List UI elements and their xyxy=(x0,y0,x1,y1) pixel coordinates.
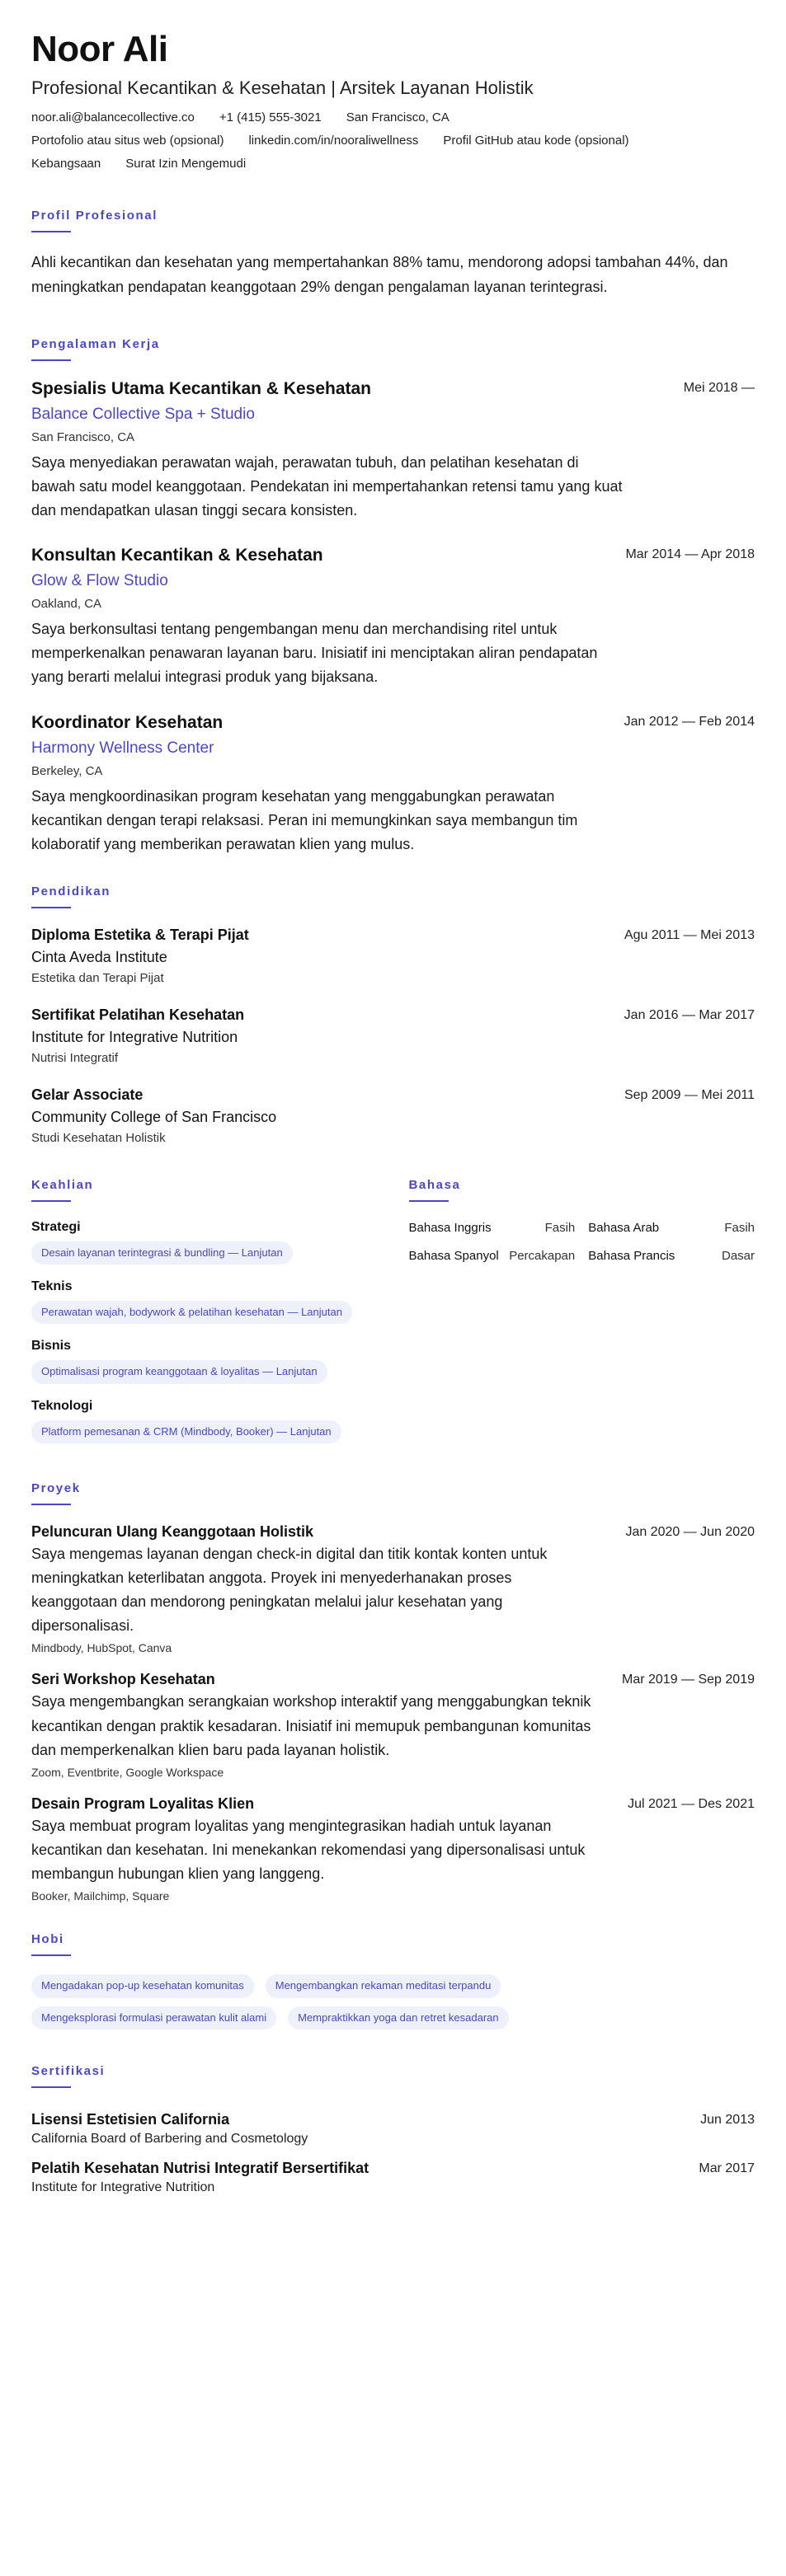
hobby-pill: Mengembangkan rekaman meditasi terpandu xyxy=(266,1974,501,1997)
section-heading: Proyek xyxy=(31,1480,81,1495)
entry-date: Jun 2013 xyxy=(700,2112,755,2127)
entry-date: Agu 2011 — Mei 2013 xyxy=(624,928,755,943)
study-field: Studi Kesehatan Holistik xyxy=(31,1131,166,1146)
experience-entry xyxy=(31,379,755,523)
skill-group xyxy=(31,1279,376,1324)
driver-license-text: Surat Izin Mengemudi xyxy=(125,157,247,171)
linkedin-link[interactable]: linkedin.com/in/nooraliwellness xyxy=(248,134,419,148)
certification-issuer: California Board of Barbering and Cosmetology xyxy=(31,2131,308,2146)
skill-category: Teknis xyxy=(31,1279,73,1294)
contact-row xyxy=(31,110,755,124)
degree-title: Diploma Estetika & Terapi Pijat xyxy=(31,927,249,944)
entry-date: Mei 2018 — xyxy=(683,380,755,395)
nationality-text: Kebangsaan xyxy=(31,157,101,171)
project-description: Saya membuat program loyalitas yang mengintegrasikan hadiah untuk layanan kecantikan dan kesehatan. Ini menekankan rekomendasi yang dipersonalisasi untuk membangun hubungan klien yang langgeng. xyxy=(31,1817,586,1883)
language-item xyxy=(588,1220,755,1236)
skills-languages-section xyxy=(31,1178,755,1458)
skill-pill: Optimalisasi program keanggotaan & loyalitas — Lanjutan xyxy=(31,1360,327,1383)
education-entry xyxy=(31,1086,755,1145)
candidate-headline: Profesional Kecantikan & Kesehatan | Arsitek Layanan Holistik xyxy=(31,77,534,99)
job-location: San Francisco, CA xyxy=(31,429,135,444)
project-description: Saya mengembangkan serangkaian workshop interaktif yang menggabungkan teknik kecantikan dengan praktik kesadaran. Inisiatif ini memupuk pembangunan komunitas dan memperkenalkan klien baru pada layanan holistik. xyxy=(31,1693,591,1758)
institution-name: Institute for Integrative Nutrition xyxy=(31,1029,238,1046)
certification-entry xyxy=(31,2160,755,2195)
section-heading: Pengalaman Kerja xyxy=(31,336,160,351)
summary-section xyxy=(31,209,755,298)
hobby-pill: Mengadakan pop-up kesehatan komunitas xyxy=(31,1974,254,1997)
section-divider xyxy=(409,1200,449,1202)
language-level: Dasar xyxy=(721,1249,755,1264)
job-description: Saya berkonsultasi tentang pengembangan menu dan merchandising ritel untuk memperkenalkan penawaran layanan baru. Inisiatif ini menciptakan aliran pendapatan yang berarti melalui integrasi produk yang bijaksana. xyxy=(31,621,598,686)
job-location: Oakland, CA xyxy=(31,597,102,612)
portfolio-link[interactable]: Portofolio atau situs web (opsional) xyxy=(31,134,224,148)
language-name: Bahasa Arab xyxy=(588,1221,660,1236)
skill-group xyxy=(31,1339,376,1383)
email-link[interactable]: noor.ali@balancecollective.co xyxy=(31,110,195,125)
skill-pill: Perawatan wajah, bodywork & pelatihan kesehatan — Lanjutan xyxy=(31,1301,352,1324)
job-title: Koordinator Kesehatan xyxy=(31,712,224,732)
certification-title: Lisensi Estetisien California xyxy=(31,2110,230,2128)
job-location: Berkeley, CA xyxy=(31,763,103,778)
company-name: Harmony Wellness Center xyxy=(31,739,214,757)
language-level: Fasih xyxy=(544,1221,576,1236)
section-divider xyxy=(31,1200,71,1202)
job-description: Saya menyediakan perawatan wajah, perawatan tubuh, dan pelatihan kesehatan di bawah satu model keanggotaan. Pendekatan ini mempertahankan retensi tamu yang kuat dan mendapatkan ulasan tinggi secara konsisten. xyxy=(31,453,623,519)
links-row xyxy=(31,134,755,148)
experience-section xyxy=(31,337,755,856)
section-divider xyxy=(31,1504,71,1505)
skill-group xyxy=(31,1399,376,1443)
language-name: Bahasa Prancis xyxy=(588,1249,675,1264)
entry-date: Jan 2020 — Jun 2020 xyxy=(625,1524,755,1539)
job-title: Spesialis Utama Kecantikan & Kesehatan xyxy=(31,378,372,398)
experience-entry xyxy=(31,546,755,689)
project-title: Peluncuran Ulang Keanggotaan Holistik xyxy=(31,1523,314,1540)
section-heading: Sertifikasi xyxy=(31,2063,106,2078)
project-tech: Mindbody, HubSpot, Canva xyxy=(31,1641,172,1655)
project-entry xyxy=(31,1795,755,1903)
job-title: Konsultan Kecantikan & Kesehatan xyxy=(31,546,323,565)
hobby-list xyxy=(31,1974,658,2029)
project-title: Desain Program Loyalitas Klien xyxy=(31,1795,255,1812)
section-divider xyxy=(31,907,71,908)
summary-text: Ahli kecantikan dan kesehatan yang mempertahankan 88% tamu, mendorong adopsi tambahan 44%, dan meningkatkan pendapatan keanggotaan 29% dengan pengalaman layanan terintegrasi. xyxy=(31,254,728,295)
section-heading: Hobi xyxy=(31,1932,64,1947)
skill-category: Bisnis xyxy=(31,1339,72,1354)
entry-date: Mar 2014 — Apr 2018 xyxy=(625,547,755,562)
language-level: Fasih xyxy=(724,1221,755,1236)
language-item xyxy=(588,1248,755,1265)
project-entry xyxy=(31,1671,755,1778)
hobbies-section xyxy=(31,1932,755,2029)
skill-group xyxy=(31,1220,376,1265)
section-divider xyxy=(31,231,71,232)
language-name: Bahasa Inggris xyxy=(408,1221,492,1236)
candidate-name: Noor Ali xyxy=(31,29,168,69)
education-section xyxy=(31,884,755,1145)
institution-name: Cinta Aveda Institute xyxy=(31,949,167,966)
entry-date: Jan 2012 — Feb 2014 xyxy=(624,714,755,729)
language-item xyxy=(409,1248,576,1265)
degree-title: Sertifikat Pelatihan Kesehatan xyxy=(31,1006,245,1024)
location-text: San Francisco, CA xyxy=(346,110,449,125)
entry-date: Mar 2017 xyxy=(699,2161,755,2175)
entry-date: Jan 2016 — Mar 2017 xyxy=(624,1008,755,1023)
entry-date: Sep 2009 — Mei 2011 xyxy=(624,1088,755,1103)
languages-column xyxy=(409,1178,755,1458)
project-tech: Zoom, Eventbrite, Google Workspace xyxy=(31,1765,224,1779)
project-description: Saya mengemas layanan dengan check-in digital dan titik kontak konten untuk meningkatkan keterlibatan anggota. Proyek ini menyederhanakan proses keanggotaan dan mendorong peningkatan melalui jalur kesehatan yang dipersonalisasi. xyxy=(31,1545,548,1635)
company-name: Glow & Flow Studio xyxy=(31,572,168,590)
skill-pill: Desain layanan terintegrasi & bundling — Lanjutan xyxy=(31,1241,293,1265)
skill-category: Strategi xyxy=(31,1220,81,1235)
certification-entry xyxy=(31,2111,755,2147)
institution-name: Community College of San Francisco xyxy=(31,1109,277,1126)
phone-number[interactable]: +1 (415) 555-3021 xyxy=(219,110,322,125)
language-level: Percakapan xyxy=(509,1249,576,1264)
hobby-pill: Mempraktikkan yoga dan retret kesadaran xyxy=(288,2006,509,2029)
project-tech: Booker, Mailchimp, Square xyxy=(31,1889,170,1903)
project-title: Seri Workshop Kesehatan xyxy=(31,1671,215,1688)
projects-section xyxy=(31,1481,755,1903)
project-entry xyxy=(31,1523,755,1655)
language-list xyxy=(409,1220,755,1265)
section-heading: Pendidikan xyxy=(31,884,111,899)
language-name: Bahasa Spanyol xyxy=(408,1249,499,1264)
skill-category: Teknologi xyxy=(31,1398,93,1413)
section-heading: Bahasa xyxy=(408,1178,461,1193)
study-field: Estetika dan Terapi Pijat xyxy=(31,971,164,986)
github-link[interactable]: Profil GitHub atau kode (opsional) xyxy=(443,134,629,148)
resume-header xyxy=(31,30,755,171)
personal-row xyxy=(31,157,755,171)
language-item xyxy=(409,1220,576,1236)
section-heading: Profil Profesional xyxy=(31,209,158,223)
education-entry xyxy=(31,927,755,985)
education-entry xyxy=(31,1006,755,1065)
entry-date: Mar 2019 — Sep 2019 xyxy=(622,1673,755,1687)
skill-pill: Platform pemesanan & CRM (Mindbody, Booker) — Lanjutan xyxy=(31,1420,341,1443)
skills-column xyxy=(31,1178,376,1458)
certification-issuer: Institute for Integrative Nutrition xyxy=(31,2180,215,2194)
experience-entry xyxy=(31,713,755,856)
section-heading: Keahlian xyxy=(31,1178,94,1193)
section-divider xyxy=(31,359,71,361)
certification-title: Pelatih Kesehatan Nutrisi Integratif Bersertifikat xyxy=(31,2159,369,2176)
certifications-section xyxy=(31,2064,755,2195)
study-field: Nutrisi Integratif xyxy=(31,1051,119,1066)
section-divider xyxy=(31,1954,71,1956)
hobby-pill: Mengeksplorasi formulasi perawatan kulit alami xyxy=(31,2006,276,2029)
job-description: Saya mengkoordinasikan program kesehatan yang menggabungkan perawatan kecantikan dengan terapi relaksasi. Peran ini memungkinkan saya membangun tim kolaboratif yang memberikan perawatan klien yang mulus. xyxy=(31,787,578,852)
company-name: Balance Collective Spa + Studio xyxy=(31,405,255,423)
degree-title: Gelar Associate xyxy=(31,1086,144,1104)
section-divider xyxy=(31,2086,71,2088)
entry-date: Jul 2021 — Des 2021 xyxy=(628,1796,755,1811)
